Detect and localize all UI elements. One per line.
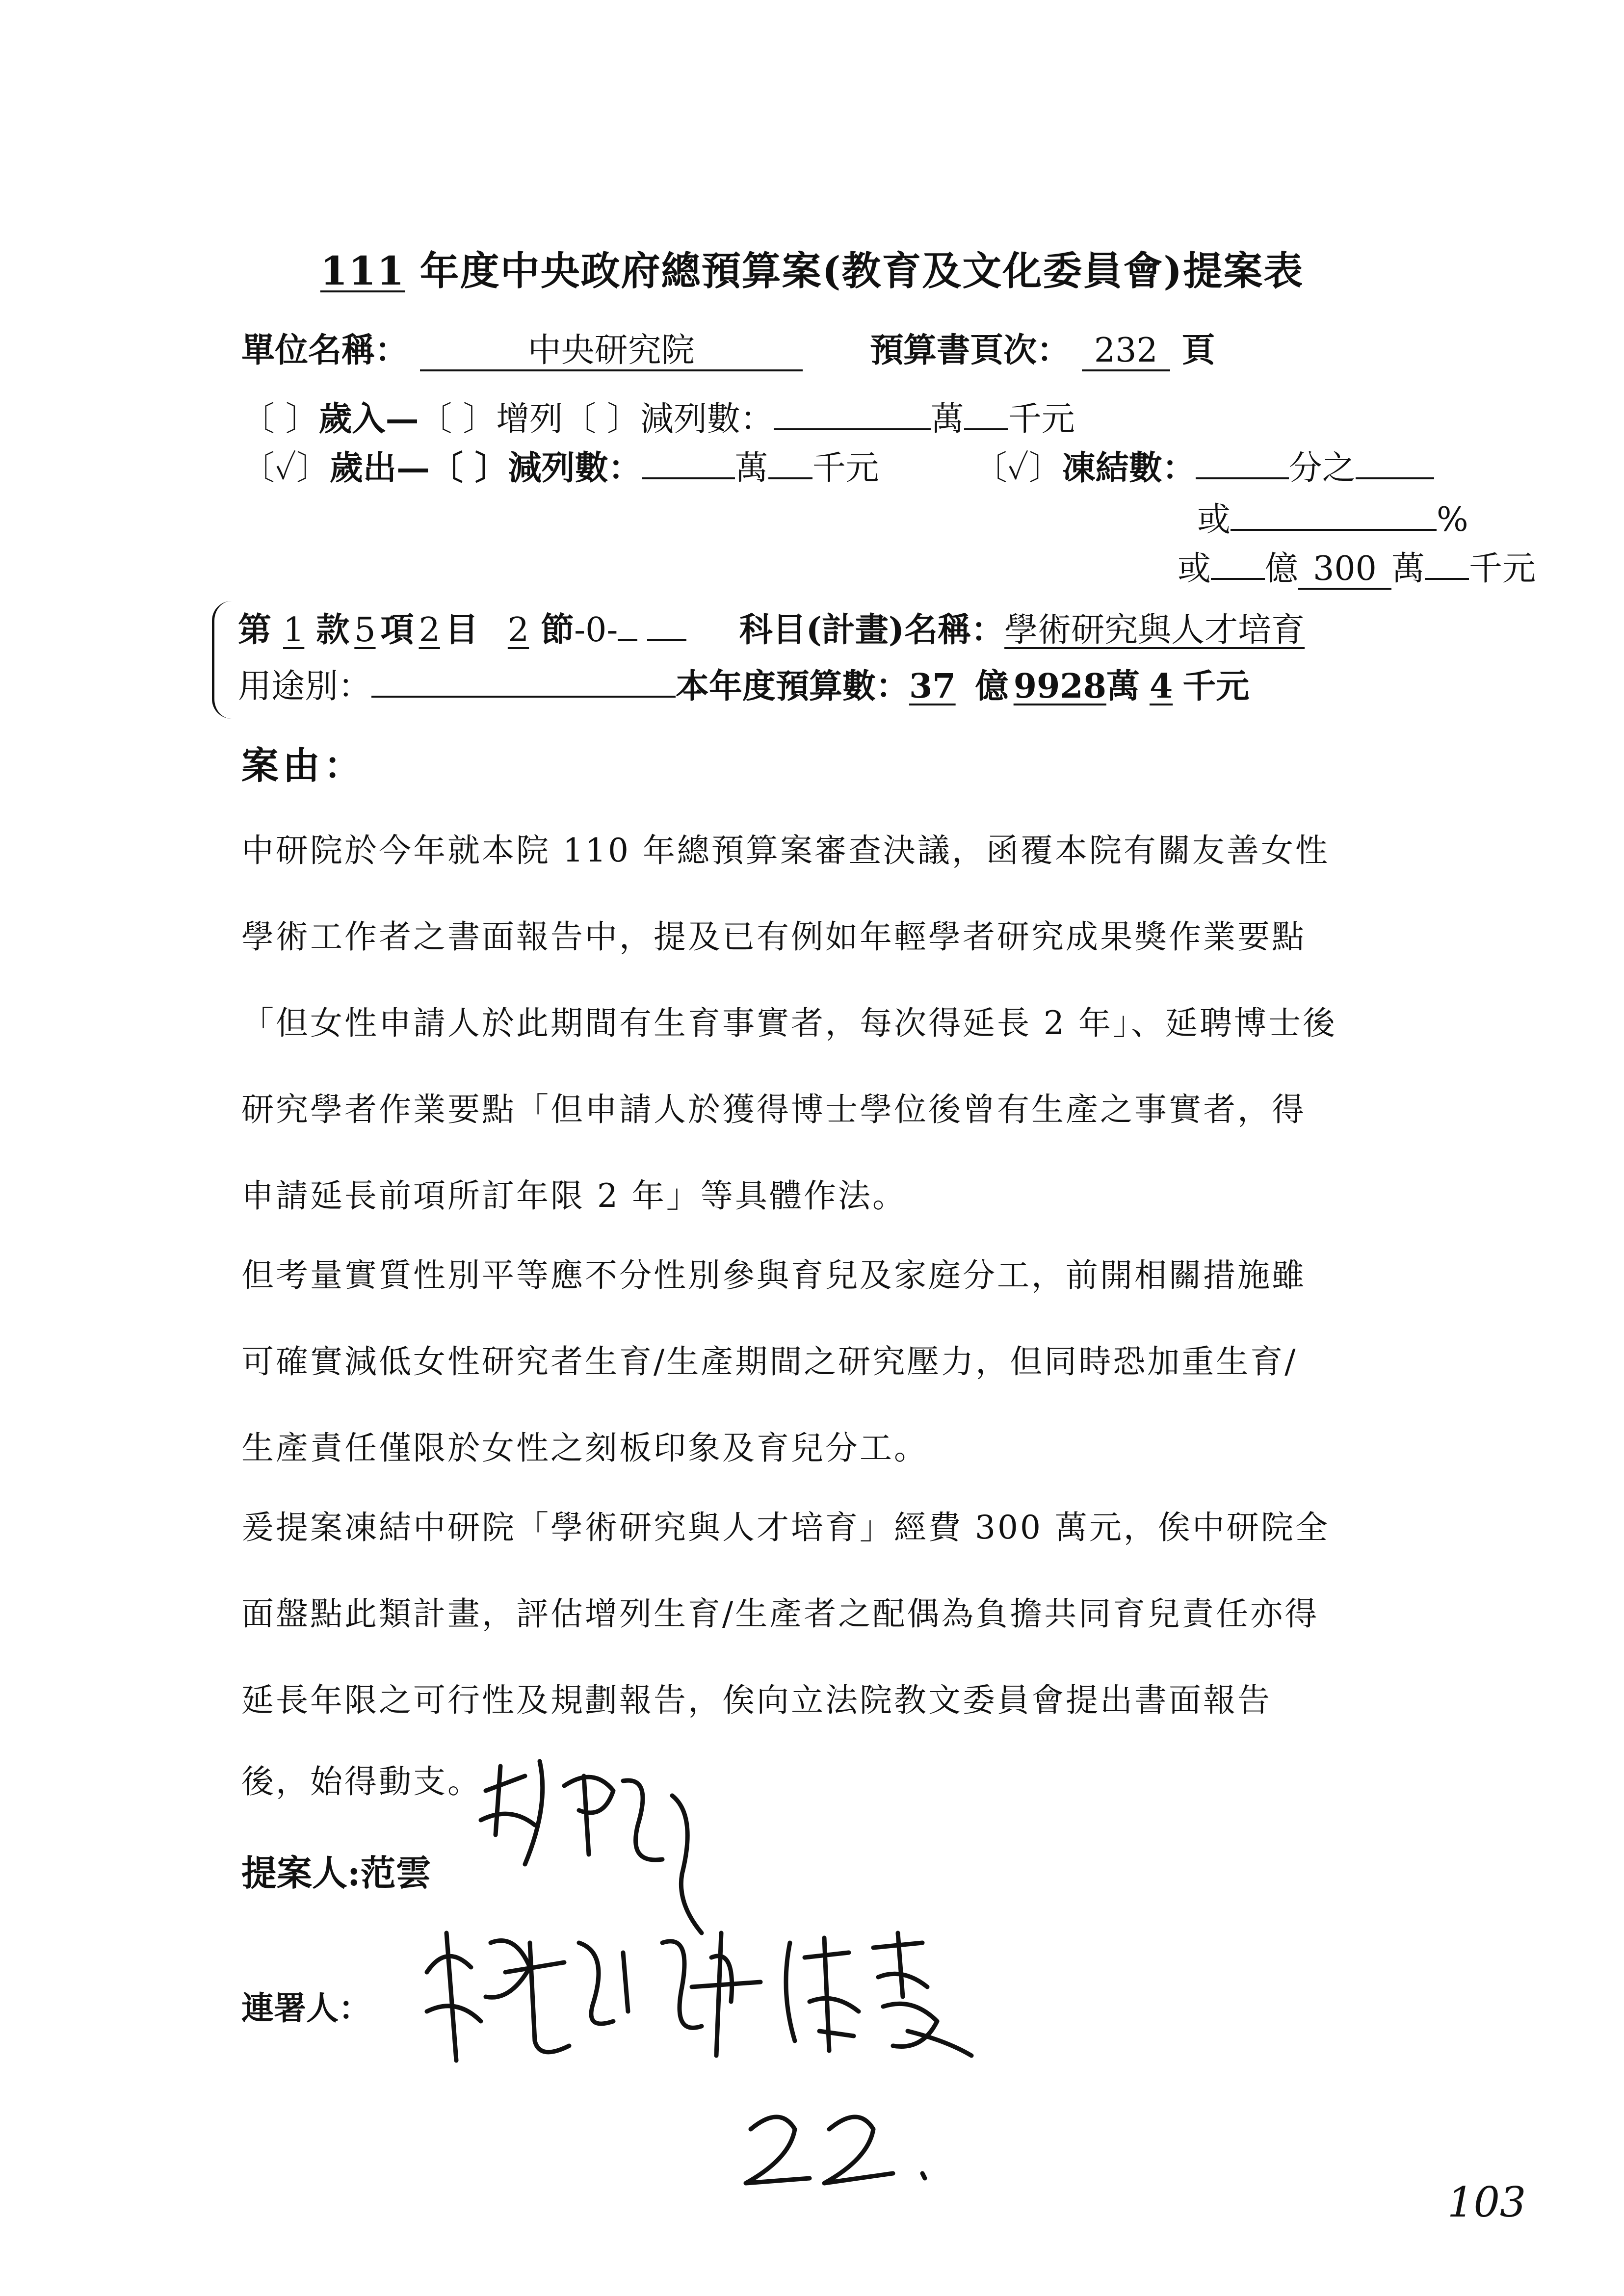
expense-checkbox: 〔✓〕 [241, 449, 330, 488]
expense-row [241, 442, 1434, 489]
page-number: 103 [1447, 2178, 1526, 2226]
item-mu: 目 [445, 610, 478, 650]
proposer-label: 提案人: [241, 1852, 361, 1894]
unit-row [241, 324, 1215, 371]
item-xiang: 項 [380, 610, 414, 650]
title-text: 年度中央政府總預算案(教育及文化委員會)提案表 [419, 248, 1304, 294]
kuan-number: 1 [283, 611, 305, 650]
item-kuan: 款 [316, 610, 350, 650]
body-line-1: 中研院於今年就本院 110 年總預算案審查決議，函覆本院有關友善女性 [241, 832, 1330, 869]
freeze-checkbox: 〔✓〕 [973, 449, 1062, 488]
body-line-6: 但考量實質性別平等應不分性別參與育兒及家庭分工，前開相關措施雖 [241, 1256, 1306, 1294]
body-line-2: 學術工作者之書面報告中，提及已有例如年輕學者研究成果獎作業要點 [241, 918, 1306, 956]
budget-yi-value: 37 [909, 667, 956, 706]
title-year: 111 [320, 248, 405, 294]
proposer-row [241, 1845, 431, 1896]
cosigner-label: 連署人： [241, 1989, 371, 2027]
body-line-11: 延長年限之可行性及規劃報告，俟向立法院教文委員會提出書面報告 [241, 1681, 1272, 1719]
revenue-qian: 千元 [1008, 400, 1075, 439]
revenue-increase: 〔 〕增列 [419, 400, 563, 439]
usage-row [238, 660, 1249, 707]
page-unit: 頁 [1181, 331, 1215, 370]
budget-qian-value: 4 [1149, 667, 1173, 706]
revenue-decrease: 〔 〕減列數： [563, 400, 774, 439]
budget-wan-value: 9928 [1013, 667, 1106, 706]
unit-label: 單位名稱： [241, 331, 409, 370]
mu-number: 2 [419, 611, 440, 650]
expense-qian: 千元 [812, 449, 879, 488]
item-di: 第 [238, 610, 272, 650]
form-title [0, 239, 1624, 296]
or-amount-row [1178, 542, 1536, 590]
or-wan: 萬 [1391, 549, 1425, 588]
body-line-12: 後，始得動支。 [241, 1763, 482, 1800]
item-jie: 節 [541, 610, 575, 650]
revenue-wan: 萬 [930, 400, 964, 439]
subject-value: 學術研究與人才培育 [1004, 611, 1305, 650]
budget-label: 本年度預算數： [676, 667, 910, 706]
page-value: 232 [1082, 334, 1170, 371]
body-line-5: 申請延長前項所訂年限 2 年」等具體作法。 [241, 1177, 907, 1215]
body-line-10: 面盤點此類計畫，評估增列生育/生產者之配偶為負擔共同育兒責任亦得 [241, 1595, 1319, 1633]
item-bracket [212, 601, 234, 719]
body-line-7: 可確實減低女性研究者生育/生產期間之研究壓力，但同時恐加重生育/ [241, 1343, 1298, 1381]
budget-yi: 億 [975, 667, 1009, 706]
or-label-1: 或 [1197, 500, 1231, 539]
item-extra: -0- [574, 611, 618, 650]
or-yi: 億 [1265, 549, 1299, 588]
revenue-row [241, 392, 1075, 440]
body-line-9: 爰提案凍結中研院「學術研究與人才培育」經費 300 萬元，俟中研院全 [241, 1509, 1330, 1546]
expense-decrease: 〔 〕減列數： [429, 448, 642, 488]
or-qian: 千元 [1469, 549, 1536, 588]
body-line-8: 生產責任僅限於女性之刻板印象及育兒分工。 [241, 1429, 928, 1467]
page-label: 預算書頁次： [870, 331, 1071, 370]
or-percent-row [1197, 493, 1468, 541]
subject-label: 科目(計畫)名稱： [739, 610, 1005, 650]
jie-number: 2 [507, 611, 529, 650]
handwritten-signature-2 [417, 1913, 1030, 2070]
unit-value: 中央研究院 [420, 334, 803, 371]
handwritten-number-22 [736, 2100, 971, 2198]
freeze-label: 凍結數： [1062, 448, 1196, 488]
expense-wan: 萬 [734, 449, 768, 488]
proposer-name: 范雲 [360, 1852, 431, 1894]
item-row [238, 603, 1305, 651]
revenue-label: 歲入— [318, 399, 419, 439]
revenue-checkbox: 〔 〕 [241, 400, 319, 439]
reason-heading: 案由： [241, 744, 365, 787]
usage-label: 用途別： [238, 667, 372, 706]
freeze-amount: 300 [1298, 552, 1391, 590]
body-line-3: 「但女性申請人於此期間有生育事實者，每次得延長 2 年」、延聘博士後 [241, 1004, 1337, 1042]
freeze-fraction: 分之 [1288, 449, 1356, 488]
xiang-number: 5 [354, 611, 376, 650]
budget-qian: 千元 [1182, 667, 1250, 706]
or-label-2: 或 [1178, 549, 1211, 588]
body-line-4: 研究學者作業要點「但申請人於獲得博士學位後曾有生產之事實者，得 [241, 1091, 1306, 1128]
budget-wan: 萬 [1106, 667, 1140, 706]
expense-label: 歲出— [329, 448, 430, 488]
percent-sign: % [1437, 500, 1468, 539]
